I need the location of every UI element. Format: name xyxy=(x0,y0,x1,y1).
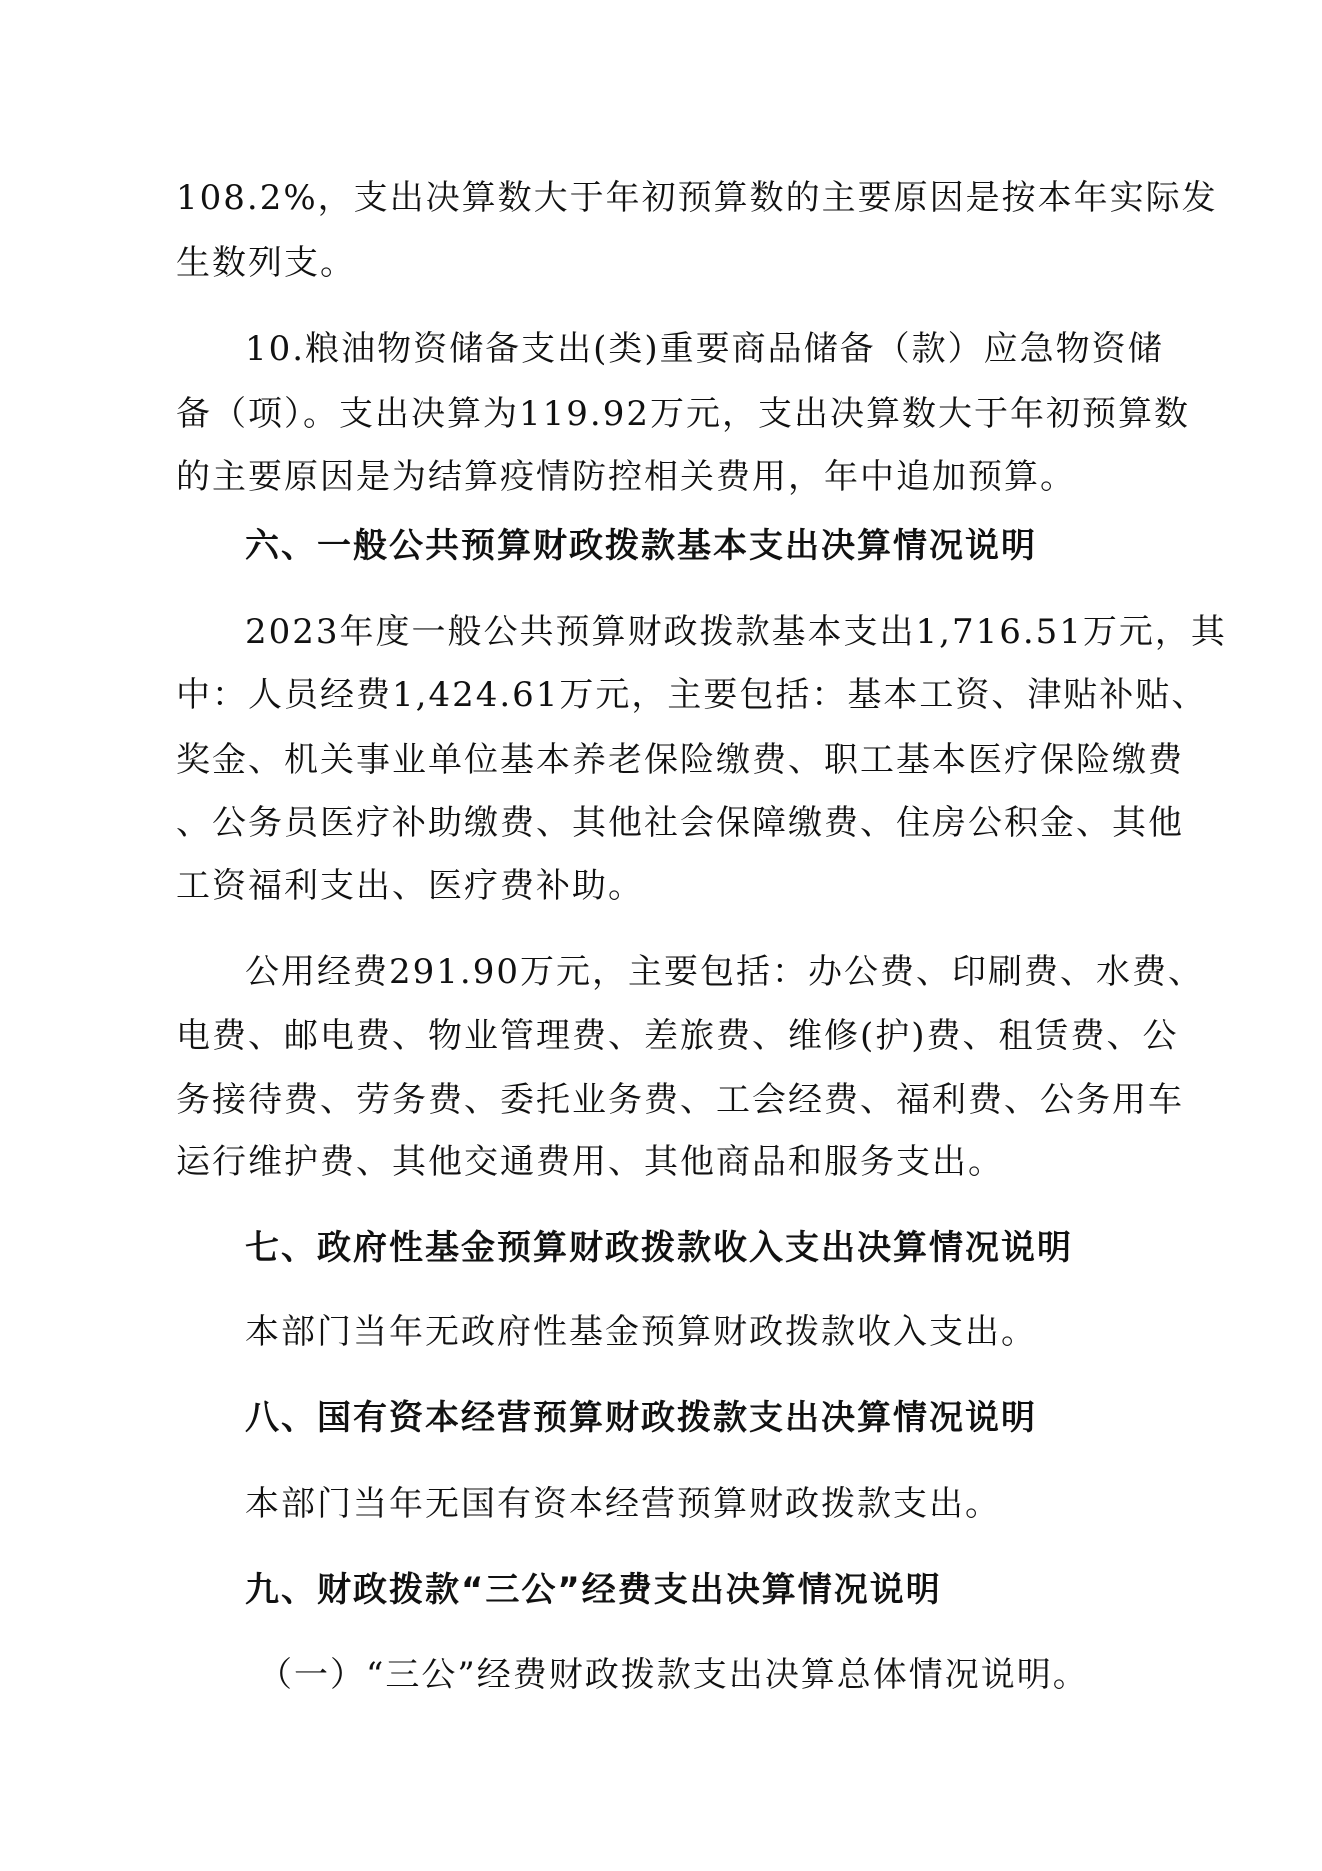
section-heading-6: 六、一般公共预算财政拨款基本支出决算情况说明 xyxy=(245,526,1037,566)
section-heading-8: 八、国有资本经营预算财政拨款支出决算情况说明 xyxy=(245,1398,1037,1438)
sub-heading: （一）“三公”经费财政拨款支出决算总体情况说明。 xyxy=(258,1655,1089,1695)
paragraph-line: 奖金、机关事业单位基本养老保险缴费、职工基本医疗保险缴费 xyxy=(176,740,1184,780)
section-heading-9: 九、财政拨款“三公”经费支出决算情况说明 xyxy=(245,1570,942,1610)
paragraph-line: 生数列支。 xyxy=(176,243,356,283)
paragraph-line: 备（项）。支出决算为119.92万元，支出决算数大于年初预算数 xyxy=(176,394,1190,434)
paragraph-line: 10.粮油物资储备支出(类)重要商品储备（款）应急物资储 xyxy=(245,329,1164,369)
paragraph-line: 中：人员经费1,424.61万元，主要包括：基本工资、津贴补贴、 xyxy=(176,675,1208,715)
paragraph-line: 2023年度一般公共预算财政拨款基本支出1,716.51万元，其 xyxy=(245,612,1227,652)
paragraph-line: 公用经费291.90万元，主要包括：办公费、印刷费、水费、 xyxy=(245,952,1204,992)
paragraph-line: 本部门当年无政府性基金预算财政拨款收入支出。 xyxy=(245,1312,1037,1352)
paragraph-line: 、公务员医疗补助缴费、其他社会保障缴费、住房公积金、其他 xyxy=(176,803,1184,843)
paragraph-line: 的主要原因是为结算疫情防控相关费用，年中追加预算。 xyxy=(176,457,1076,497)
paragraph-line: 工资福利支出、医疗费补助。 xyxy=(176,866,644,906)
section-heading-7: 七、政府性基金预算财政拨款收入支出决算情况说明 xyxy=(245,1228,1073,1268)
paragraph-line: 电费、邮电费、物业管理费、差旅费、维修(护)费、租赁费、公 xyxy=(176,1016,1179,1056)
paragraph-line: 本部门当年无国有资本经营预算财政拨款支出。 xyxy=(245,1484,1001,1524)
paragraph-line: 务接待费、劳务费、委托业务费、工会经费、福利费、公务用车 xyxy=(176,1080,1184,1120)
paragraph-line: 运行维护费、其他交通费用、其他商品和服务支出。 xyxy=(176,1142,1004,1182)
paragraph-line: 108.2%，支出决算数大于年初预算数的主要原因是按本年实际发 xyxy=(176,178,1218,218)
